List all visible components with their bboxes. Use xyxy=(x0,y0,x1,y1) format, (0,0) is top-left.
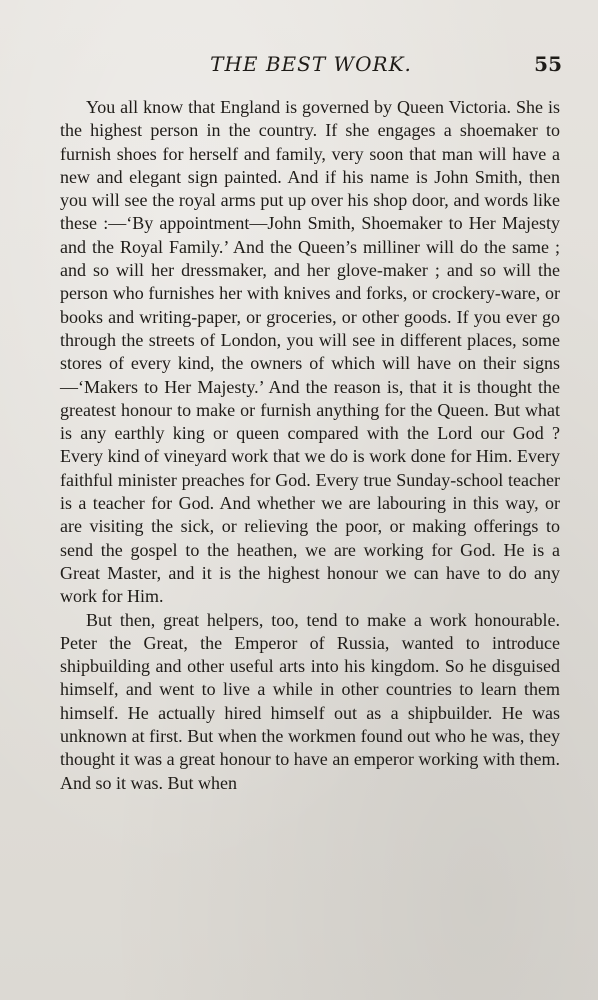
page-header xyxy=(60,52,562,82)
paragraph-1: You all know that England is governed by Queen Victoria. She is the highest person in the country. If she engages a shoemaker to furnish shoes for herself and family, very soon that man will have a new and elegant sign painted. And if his name is John Smith, then you will see the royal arms put up over his shop door, and words like these :—‘By appointment—John Smith, Shoemaker to Her Majesty and the Royal Family.’ And the Queen’s milliner will do the same ; and so will her dressmaker, and her glove-maker ; and so will the person who furnishes her with knives and forks, or crockery-ware, or books and writing-paper, or groceries, or other goods. If you ever go through the streets of London, you will see in different places, some stores of every kind, the owners of which will have on their signs—‘Makers to Her Majesty.’ And the reason is, that it is thought the greatest honour to make or furnish anything for the Queen. But what is any earthly king or queen compared with the Lord our God ? Every kind of vineyard work that we do is work done for Him. Every faithful minister preaches for God. Every true Sunday-school teacher is a teacher for God. And whether we are labouring in this way, or are visiting the sick, or relieving the poor, or making offerings to send the gospel to the heathen, we are working for God. He is a Great Master, and it is the highest honour we can have to do any work for Him. xyxy=(60,97,560,607)
body-text xyxy=(60,96,560,795)
paragraph-2: But then, great helpers, too, tend to make a work honourable. Peter the Great, the Emperor of Russia, wanted to introduce shipbuilding and other useful arts into his kingdom. So he disguised himself, and went to live a while in other countries to learn them himself. He actually hired himself out as a shipbuilder. He was unknown at first. But when the workmen found out who he was, they thought it was a great honour to have an emperor working with them. And so it was. But when xyxy=(60,609,560,793)
running-title: THE BEST WORK. xyxy=(210,52,412,76)
page-number: 55 xyxy=(534,52,562,76)
